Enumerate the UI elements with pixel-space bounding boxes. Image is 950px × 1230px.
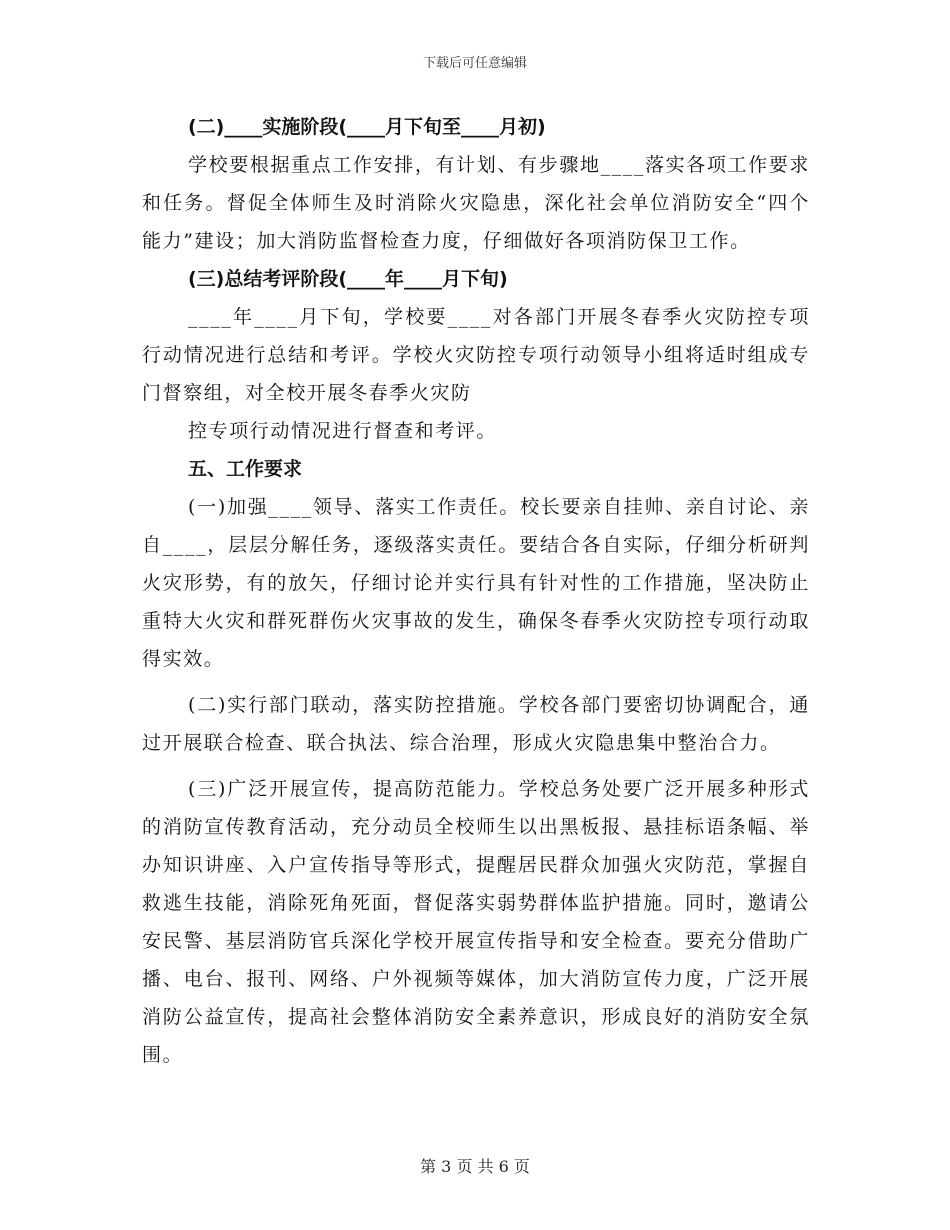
- page-number: 第 3 页 共 6 页: [420, 1157, 530, 1176]
- paragraph-stage-3a: ____年____月下旬，学校要____对各部门开展冬春季火灾防控专项行动情况进行总结和考评。学校火灾防控专项行动领导小组将适时组成专门督察组，对全校开展冬春季火灾防: [142, 306, 810, 404]
- paragraph-stage-2: 学校要根据重点工作安排，有计划、有步骤地____落实各项工作要求和任务。督促全体师生及时消除火灾隐患，深化社会单位消防安全“四个能力”建设；加大消防监督检查力度，仔细做好各项消防保卫工作。: [142, 154, 810, 252]
- heading-stage-3: (三)总结考评阶段(____年____月下旬): [188, 268, 508, 290]
- paragraph-stage-3b: 控专项行动情况进行督查和考评。: [188, 420, 498, 442]
- paragraph-requirement-3: (三)广泛开展宣传，提高防范能力。学校总务处要广泛开展多种形式的消防宣传教育活动，充分动员全校师生以出黑板报、悬挂标语条幅、举办知识讲座、入户宣传指导等形式，提醒居民群众加强火灾防范，掌握自救逃生技能，消除死角死面，督促落实弱势群体监护措施。同时，邀请公安民警、基层消防官兵深化学校开展宣传指导和安全检查。要充分借助广播、电台、报刊、网络、户外视频等媒体，加大消防宣传力度，广泛开展消防公益宣传，提高社会整体消防安全素养意识，形成良好的消防安全氛围。: [142, 778, 810, 1066]
- heading-stage-2: (二)____实施阶段(____月下旬至____月初): [188, 116, 546, 138]
- document-body: [142, 108, 810, 1074]
- paragraph-requirement-1: (一)加强____领导、落实工作责任。校长要亲自挂帅、亲自讨论、亲自____，层层分解任务，逐级落实责任。要结合各自实际，仔细分析研判火灾形势，有的放矢，仔细讨论并实行具有针对性的工作措施，坚决防止重特大火灾和群死群伤火灾事故的发生，确保冬春季火灾防控专项行动取得实效。: [142, 496, 810, 670]
- page-header-note: 下载后可任意编辑: [422, 56, 527, 71]
- paragraph-requirement-2: (二)实行部门联动，落实防控措施。学校各部门要密切协调配合，通过开展联合检查、联合执法、综合治理，形成火灾隐患集中整治合力。: [142, 694, 810, 754]
- heading-section-5: 五、工作要求: [188, 458, 303, 480]
